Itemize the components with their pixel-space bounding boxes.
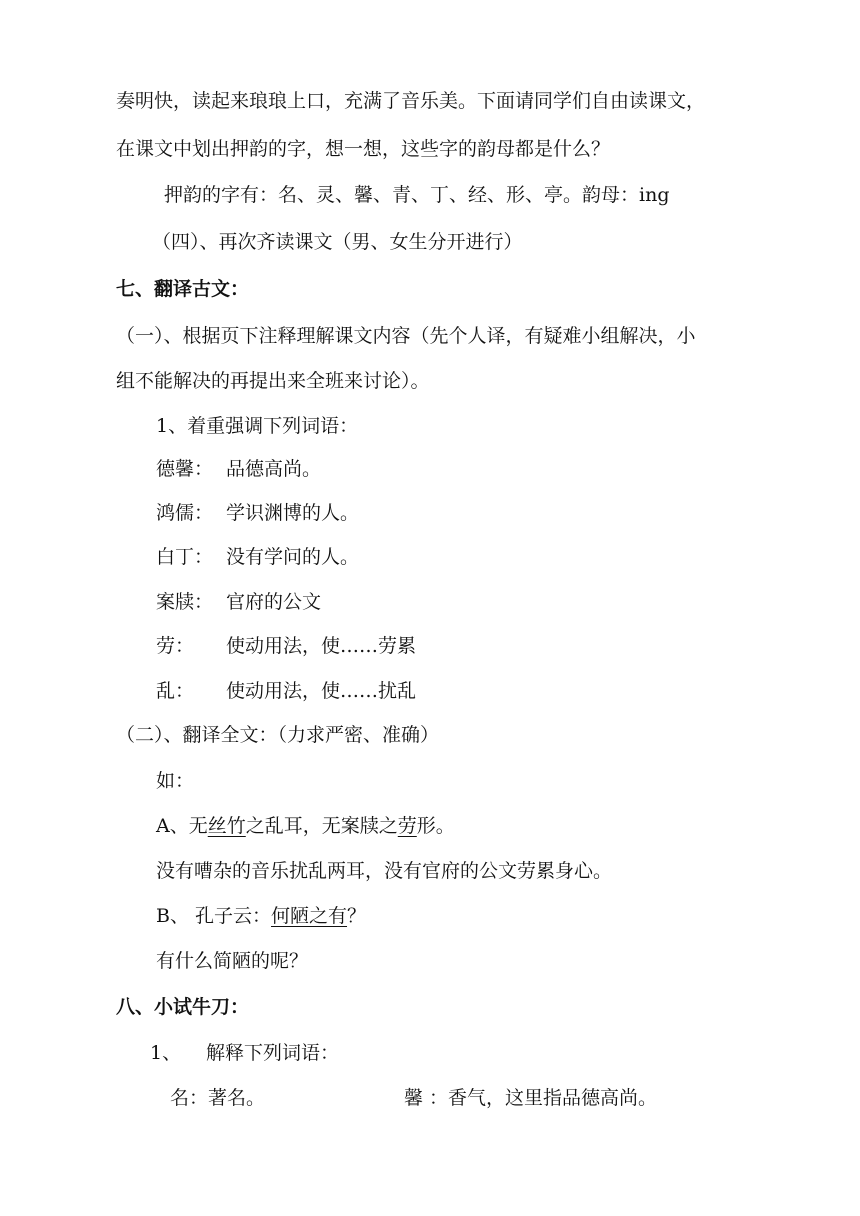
item-number: 1、 — [150, 1042, 182, 1064]
example-a-prefix: A、无 — [156, 815, 208, 837]
example-b-prefix: B、 孔子云： — [156, 905, 272, 927]
example-b — [156, 903, 366, 929]
subsection-1-line: （一）、根据页下注释理解课文内容（先个人译，有疑难小组解决，小 — [116, 325, 696, 347]
section-heading-7: 七、翻译古文： — [116, 278, 250, 300]
paragraph-line: 在课文中划出押韵的字，想一想，这些字的韵母都是什么？ — [116, 138, 611, 160]
glossary-term: 案牍： — [156, 591, 214, 613]
glossary-term: 德馨： — [156, 458, 214, 480]
key-words-title: 1、着重强调下列词语： — [156, 415, 359, 437]
definition-left: 名：著名。 — [170, 1087, 266, 1109]
example-a — [156, 813, 455, 839]
paragraph-line: 奏明快，读起来琅琅上口，充满了音乐美。下面请同学们自由读课文， — [116, 90, 706, 112]
section-heading-8: 八、小试牛刀： — [116, 996, 250, 1018]
underlined-word: 何陋之有 — [271, 905, 348, 927]
glossary-term: 乱： — [156, 680, 195, 702]
example-b-suffix: ？ — [347, 905, 367, 927]
example-a-translation: 没有嘈杂的音乐扰乱两耳，没有官府的公文劳累身心。 — [156, 860, 613, 882]
example-a-middle: 之乱耳，无案牍之 — [245, 815, 398, 837]
glossary-meaning: 使动用法，使……劳累 — [226, 635, 417, 657]
glossary-meaning: 品德高尚。 — [226, 458, 322, 480]
step-four: （四）、再次齐读课文（男、女生分开进行） — [152, 231, 523, 253]
example-a-suffix: 形。 — [416, 815, 455, 837]
underlined-word: 劳 — [397, 815, 417, 837]
glossary-term: 白丁： — [156, 546, 214, 568]
glossary-meaning: 学识渊博的人。 — [226, 502, 360, 524]
example-label: 如： — [156, 770, 195, 792]
glossary-meaning: 使动用法，使……扰乱 — [226, 680, 417, 702]
subsection-1-line: 组不能解决的再提出来全班来讨论）。 — [116, 370, 430, 392]
glossary-term: 鸿儒： — [156, 502, 214, 524]
definition-right: 馨 ：香气，这里指品德高尚。 — [404, 1087, 658, 1109]
glossary-meaning: 没有学问的人。 — [226, 546, 360, 568]
glossary-term: 劳： — [156, 635, 195, 657]
item-text: 解释下列词语： — [206, 1042, 340, 1064]
glossary-meaning: 官府的公文 — [226, 591, 322, 613]
example-b-translation: 有什么简陋的呢？ — [156, 950, 309, 972]
subsection-2-title: （二）、翻译全文：（力求严密、准确） — [116, 724, 440, 746]
underlined-word: 丝竹 — [207, 815, 246, 837]
rhyme-answer: 押韵的字有：名、灵、馨、青、丁、经、形、亭。韵母：ing — [164, 184, 670, 206]
